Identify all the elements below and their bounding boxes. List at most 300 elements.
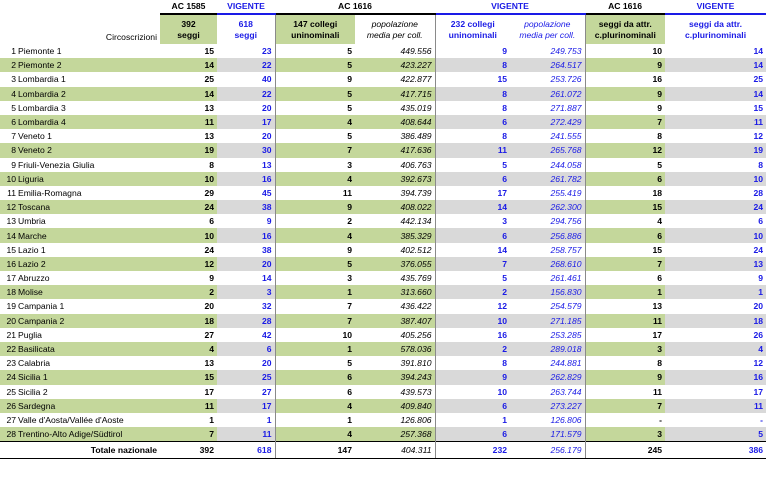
circoscrizione-cell	[0, 158, 160, 172]
circoscrizione-name: Toscana	[18, 202, 51, 213]
seggi-vigente-cell: 6	[217, 342, 275, 356]
circoscrizione-name: Calabria	[18, 358, 51, 369]
table-row	[0, 257, 766, 271]
seggi-plur-vigente-cell: 25	[753, 74, 764, 85]
pop-media-ac1616-cell: 417.715	[355, 87, 435, 101]
row-number: 5	[11, 102, 16, 113]
circoscrizione-cell	[0, 200, 160, 214]
pop-media-vigente-cell: 268.610	[510, 257, 585, 271]
seggi-plur-ac1616-cell: 10	[585, 44, 665, 58]
circoscrizione-cell	[0, 87, 160, 101]
pop-media-ac1616-cell: 386.489	[400, 131, 432, 142]
header-row-2	[0, 14, 766, 44]
seggi-ac1585-cell: 12	[160, 257, 217, 271]
collegi-ac1616-cell: 4	[275, 399, 355, 413]
collegi-ac1616-cell: 10	[275, 328, 355, 342]
pop-media-vigente-cell: 265.768	[510, 143, 585, 157]
row-number: 22	[6, 344, 16, 355]
seggi-plur-ac1616-cell: 9	[585, 370, 665, 384]
circoscrizione-name: Liguria	[18, 173, 44, 184]
pop-media-vigente-cell: 271.185	[510, 314, 585, 328]
row-number: 26	[6, 400, 16, 411]
pop-media-ac1616-cell: 394.739	[400, 187, 432, 198]
seggi-plur-vigente-cell: 11	[665, 115, 766, 129]
header-line: c.plurinominali	[684, 29, 747, 40]
collegi-vigente-cell: 16	[435, 328, 510, 342]
seggi-plur-ac1616-cell: 11	[585, 385, 665, 399]
seggi-plur-ac1616-cell: 3	[585, 342, 665, 356]
pop-media-vigente-cell: 253.285	[550, 329, 582, 340]
header-618-seggi-text	[220, 19, 272, 40]
pop-media-ac1616-cell: 402.512	[400, 244, 432, 255]
seggi-vigente-cell: 38	[261, 244, 272, 255]
header-ac1616-plurinominali: AC 1616	[585, 0, 665, 14]
circoscrizione-cell	[0, 399, 160, 413]
seggi-plur-vigente-cell: 14	[753, 46, 764, 57]
seggi-ac1585-cell: 27	[204, 329, 214, 340]
seggi-ac1585-cell: 14	[160, 87, 217, 101]
circoscrizione-cell	[0, 243, 160, 257]
pop-media-vigente-cell: 273.227	[510, 399, 585, 413]
header-line: uninominali	[291, 29, 340, 40]
row-number: 10	[6, 173, 16, 184]
pop-media-ac1616-cell: 408.644	[355, 115, 435, 129]
header-pop-media-ac	[355, 14, 435, 44]
total-seggi-vigente: 618	[217, 442, 275, 459]
collegi-ac1616-cell: 3	[275, 158, 355, 172]
table-row	[0, 285, 766, 299]
row-number: 17	[6, 273, 16, 284]
pop-media-vigente-cell: 294.756	[550, 216, 582, 227]
total-pop-vigente: 256.179	[510, 442, 585, 459]
seggi-plur-ac1616-cell: 18	[585, 186, 665, 200]
collegi-vigente-cell: 9	[435, 44, 510, 58]
table-row	[0, 342, 766, 356]
header-line: seggi	[177, 29, 200, 40]
header-line: popolazione	[371, 19, 418, 29]
total-row	[0, 442, 766, 459]
circoscrizione-name: Marche	[18, 230, 47, 241]
seggi-plur-ac1616-cell: 4	[585, 214, 665, 228]
row-number: 4	[11, 88, 16, 99]
circoscrizione-name: Lazio 1	[18, 244, 46, 255]
seggi-plur-vigente-cell: 26	[753, 329, 764, 340]
pop-media-vigente-cell: 263.744	[550, 386, 582, 397]
collegi-ac1616-cell: 1	[275, 342, 355, 356]
table-row	[0, 44, 766, 58]
collegi-ac1616-cell: 11	[275, 186, 355, 200]
pop-media-ac1616-cell: 392.673	[355, 172, 435, 186]
collegi-vigente-cell: 14	[435, 243, 510, 257]
header-seggi-plur-vigente	[665, 14, 766, 44]
circoscrizione-cell	[0, 101, 160, 115]
table-row	[0, 243, 766, 257]
seggi-plur-vigente-cell: 10	[665, 228, 766, 242]
pop-media-vigente-cell: 171.579	[510, 427, 585, 442]
seggi-plur-ac1616-cell: 1	[585, 285, 665, 299]
seggi-plur-vigente-cell: 11	[665, 399, 766, 413]
pop-media-vigente-cell: 241.555	[550, 131, 582, 142]
seggi-vigente-cell: 38	[217, 200, 275, 214]
seggi-vigente-cell: 11	[217, 427, 275, 442]
circoscrizione-cell	[0, 129, 160, 143]
seggi-vigente-cell: 28	[217, 314, 275, 328]
row-number: 18	[6, 287, 16, 298]
header-147-collegi-text	[279, 19, 353, 40]
seggi-ac1585-cell: 24	[160, 200, 217, 214]
pop-media-ac1616-cell: 436.422	[400, 301, 432, 312]
circoscrizione-name: Abruzzo	[18, 273, 50, 284]
header-seggi-plur-ac-text	[589, 19, 663, 40]
header-line: uninominali	[448, 29, 497, 40]
header-ac1616-collegi: AC 1616	[275, 0, 435, 14]
seggi-ac1585-cell: 8	[209, 159, 214, 170]
pop-media-vigente-cell: 244.058	[550, 159, 582, 170]
pop-media-ac1616-cell: 405.256	[400, 329, 432, 340]
row-number: 24	[6, 372, 16, 383]
circoscrizione-cell	[0, 285, 160, 299]
pop-media-ac1616-cell: 126.806	[400, 414, 432, 425]
seggi-plur-vigente-cell: 10	[665, 172, 766, 186]
pop-media-vigente-cell: 272.429	[510, 115, 585, 129]
seggi-plur-ac1616-cell: 16	[585, 72, 665, 86]
circoscrizione-cell	[0, 370, 160, 384]
collegi-vigente-cell: 5	[435, 158, 510, 172]
table-row	[0, 129, 766, 143]
header-line: popolazione	[524, 19, 571, 29]
pop-media-vigente-cell: 126.806	[550, 414, 582, 425]
header-line: seggi da attr.	[689, 19, 743, 29]
pop-media-vigente-cell: 262.300	[510, 200, 585, 214]
seggi-plur-vigente-cell: 14	[665, 87, 766, 101]
circoscrizione-cell	[0, 385, 160, 399]
seggi-plur-vigente-cell: 20	[753, 301, 764, 312]
collegi-vigente-cell: 7	[435, 257, 510, 271]
seggi-plur-vigente-cell: 9	[758, 273, 764, 284]
header-seggi-plur-vigente-text	[668, 19, 763, 40]
seggi-ac1585-cell: 6	[209, 216, 214, 227]
pop-media-ac1616-cell: 313.660	[355, 285, 435, 299]
collegi-ac1616-cell: 1	[275, 285, 355, 299]
header-ac1585: AC 1585	[160, 0, 217, 14]
seggi-plur-vigente-cell: 18	[665, 314, 766, 328]
pop-media-ac1616-cell: 385.329	[355, 228, 435, 242]
seggi-vigente-cell: 23	[261, 46, 272, 57]
seggi-plur-vigente-cell: 8	[758, 159, 764, 170]
seggi-plur-vigente-cell: 24	[753, 244, 764, 255]
seggi-vigente-cell: 13	[261, 159, 272, 170]
seggi-vigente-cell: 22	[217, 87, 275, 101]
seggi-vigente-cell: 16	[217, 228, 275, 242]
header-vigente-seggi: VIGENTE	[217, 0, 275, 14]
header-line: 618	[238, 19, 253, 29]
circoscrizione-cell	[0, 427, 160, 442]
seggi-ac1585-cell: 2	[160, 285, 217, 299]
row-number: 19	[6, 301, 16, 312]
table-row	[0, 228, 766, 242]
collegi-vigente-cell: 9	[435, 370, 510, 384]
table-row	[0, 172, 766, 186]
seggi-ac1585-cell: 13	[204, 358, 214, 369]
table-row	[0, 214, 766, 228]
collegi-ac1616-cell: 9	[275, 200, 355, 214]
header-392-seggi	[160, 14, 217, 44]
collegi-ac1616-cell: 9	[275, 243, 355, 257]
pop-media-ac1616-cell: 422.877	[400, 74, 432, 85]
header-pop-media-vigente	[510, 14, 585, 44]
seggi-ac1585-cell: 24	[204, 244, 214, 255]
pop-media-vigente-cell: 271.887	[550, 102, 582, 113]
seggi-ac1585-cell: 19	[160, 143, 217, 157]
pop-media-ac1616-cell: 406.763	[400, 159, 432, 170]
collegi-ac1616-cell: 5	[275, 101, 355, 115]
seggi-ac1585-cell: 11	[160, 115, 217, 129]
circoscrizione-name: Basilicata	[18, 344, 55, 355]
seggi-vigente-cell: 17	[217, 115, 275, 129]
seggi-plur-ac1616-cell: 12	[585, 143, 665, 157]
collegi-vigente-cell: 8	[435, 356, 510, 370]
table-row	[0, 385, 766, 399]
collegi-ac1616-cell: 5	[275, 257, 355, 271]
header-pop-media-vigente-text	[513, 19, 582, 40]
seggi-ac1585-cell: 4	[160, 342, 217, 356]
circoscrizione-name: Sicilia 1	[18, 372, 48, 383]
header-vigente-collegi: VIGENTE	[435, 0, 585, 14]
circoscrizione-name: Veneto 1	[18, 131, 52, 142]
table-row	[0, 271, 766, 285]
collegi-vigente-cell: 6	[435, 172, 510, 186]
seggi-plur-ac1616-cell: 17	[585, 328, 665, 342]
header-line: c.plurinominali	[594, 29, 656, 40]
table-row	[0, 87, 766, 101]
pop-media-vigente-cell: 244.881	[550, 358, 582, 369]
collegi-vigente-cell: 1	[435, 413, 510, 427]
table-row	[0, 72, 766, 86]
row-number: 2	[11, 60, 16, 71]
collegi-ac1616-cell: 7	[275, 143, 355, 157]
circoscrizione-name: Campania 2	[18, 315, 65, 326]
seggi-vigente-cell: 45	[261, 187, 272, 198]
table-row	[0, 158, 766, 172]
pop-media-vigente-cell: 289.018	[510, 342, 585, 356]
collegi-vigente-cell: 6	[435, 399, 510, 413]
seggi-plur-ac1616-cell: 6	[585, 228, 665, 242]
seggi-vigente-cell: 9	[266, 216, 272, 227]
collegi-ac1616-cell: 2	[275, 214, 355, 228]
circoscrizione-cell	[0, 328, 160, 342]
row-number: 7	[11, 131, 16, 142]
seggi-ac1585-cell: 9	[209, 273, 214, 284]
pop-media-vigente-cell: 261.782	[510, 172, 585, 186]
seggi-plur-ac1616-cell: 6	[585, 271, 665, 285]
circoscrizione-name: Lombardia 2	[18, 88, 66, 99]
seggi-vigente-cell: 20	[261, 131, 272, 142]
row-number: 9	[11, 159, 16, 170]
table-row	[0, 328, 766, 342]
circoscrizione-name: Lombardia 3	[18, 102, 66, 113]
collegi-vigente-cell: 10	[435, 385, 510, 399]
header-618-seggi	[217, 14, 275, 44]
seggi-vigente-cell: 14	[261, 273, 272, 284]
pop-media-vigente-cell: 258.757	[550, 244, 582, 255]
circoscrizione-cell	[0, 186, 160, 200]
seggi-ac1585-cell: 11	[160, 399, 217, 413]
row-number: 11	[7, 187, 16, 198]
collegi-vigente-cell: 10	[435, 314, 510, 328]
header-vigente-plurinominali: VIGENTE	[665, 0, 766, 14]
header-row-1	[0, 0, 766, 14]
seggi-plur-vigente-cell: 4	[665, 342, 766, 356]
seggi-plur-ac1616-cell: 9	[585, 101, 665, 115]
seggi-ac1585-cell: 17	[204, 386, 214, 397]
seggi-plur-vigente-cell: 15	[753, 102, 764, 113]
circoscrizione-name: Emilia-Romagna	[18, 187, 82, 198]
circoscrizione-name: Sicilia 2	[18, 386, 48, 397]
pop-media-ac1616-cell: 439.573	[400, 386, 432, 397]
pop-media-vigente-cell: 261.461	[550, 273, 582, 284]
seggi-vigente-cell: 27	[261, 386, 272, 397]
seggi-vigente-cell: 22	[217, 58, 275, 72]
header-circoscrizioni: Circoscrizioni	[105, 31, 157, 42]
seggi-ac1585-cell: 15	[160, 370, 217, 384]
collegi-vigente-cell: 11	[435, 143, 510, 157]
collegi-ac1616-cell: 5	[275, 44, 355, 58]
circoscrizione-cell	[0, 214, 160, 228]
seggi-vigente-cell: 40	[261, 74, 272, 85]
row-number: 1	[11, 46, 16, 57]
circoscrizione-name: Lombardia 1	[18, 74, 66, 85]
seggi-ac1585-cell: 1	[209, 414, 214, 425]
circoscrizione-name: Friuli-Venezia Giulia	[18, 159, 95, 170]
pop-media-ac1616-cell: 409.840	[355, 399, 435, 413]
seggi-ac1585-cell: 10	[160, 172, 217, 186]
collegi-ac1616-cell: 4	[275, 115, 355, 129]
collegi-ac1616-cell: 4	[275, 172, 355, 186]
collegi-vigente-cell: 15	[435, 72, 510, 86]
total-seggi-ac1585: 392	[160, 442, 217, 459]
seggi-plur-vigente-cell: 6	[758, 216, 764, 227]
circoscrizione-cell	[0, 58, 160, 72]
header-232-collegi-text	[439, 19, 508, 40]
seggi-plur-vigente-cell: -	[760, 414, 764, 425]
circoscrizione-cell	[0, 143, 160, 157]
row-number: 25	[6, 386, 16, 397]
circoscrizione-cell	[0, 172, 160, 186]
seggi-ac1585-cell: 29	[204, 187, 214, 198]
seggi-ac1585-cell: 18	[160, 314, 217, 328]
circoscrizione-name: Sardegna	[18, 400, 56, 411]
table-row	[0, 399, 766, 413]
circoscrizione-cell	[0, 228, 160, 242]
table-row	[0, 58, 766, 72]
circoscrizione-cell	[0, 72, 160, 86]
seggi-plur-ac1616-cell: 13	[585, 299, 665, 313]
pop-media-ac1616-cell: 408.022	[355, 200, 435, 214]
seggi-vigente-cell: 1	[266, 414, 272, 425]
seggi-vigente-cell: 30	[217, 143, 275, 157]
collegi-ac1616-cell: 5	[275, 87, 355, 101]
circoscrizione-name: Puglia	[18, 329, 42, 340]
seggi-ac1585-cell: 15	[204, 46, 214, 57]
header-line: media per coll.	[366, 29, 423, 40]
pop-media-vigente-cell: 156.830	[510, 285, 585, 299]
row-number: 13	[6, 216, 16, 227]
circoscrizione-name: Lombardia 4	[18, 117, 66, 128]
collegi-ac1616-cell: 7	[275, 299, 355, 313]
circoscrizione-name: Piemonte 1	[18, 46, 62, 57]
header-392-seggi-text	[163, 19, 214, 40]
circoscrizione-name: Trentino-Alto Adige/Südtirol	[18, 429, 123, 440]
seggi-plur-ac1616-cell: 3	[585, 427, 665, 442]
total-label: Totale nazionale	[0, 442, 160, 459]
seggi-plur-vigente-cell: 5	[665, 427, 766, 442]
pop-media-ac1616-cell: 376.055	[355, 257, 435, 271]
header-line: 147 collegi	[293, 19, 338, 29]
collegi-vigente-cell: 17	[435, 186, 510, 200]
pop-media-vigente-cell: 262.829	[510, 370, 585, 384]
collegi-ac1616-cell: 4	[275, 427, 355, 442]
circoscrizione-name: Molise	[18, 287, 43, 298]
pop-media-ac1616-cell: 417.636	[355, 143, 435, 157]
seggi-ac1585-cell: 13	[204, 102, 214, 113]
table-row	[0, 299, 766, 313]
seggi-ac1585-cell: 13	[204, 131, 214, 142]
collegi-vigente-cell: 2	[435, 342, 510, 356]
pop-media-ac1616-cell: 394.243	[355, 370, 435, 384]
row-number: 14	[6, 230, 16, 241]
row-number: 21	[6, 329, 16, 340]
collegi-vigente-cell: 8	[435, 129, 510, 143]
collegi-vigente-cell: 8	[435, 87, 510, 101]
seggi-plur-ac1616-cell: 15	[585, 200, 665, 214]
header-232-collegi	[435, 14, 510, 44]
collegi-ac1616-cell: 4	[275, 228, 355, 242]
collegi-vigente-cell: 8	[435, 101, 510, 115]
pop-media-ac1616-cell: 435.769	[400, 273, 432, 284]
seggi-vigente-cell: 20	[261, 102, 272, 113]
header-seggi-plur-ac	[585, 14, 665, 44]
collegi-vigente-cell: 6	[435, 427, 510, 442]
seggi-plur-vigente-cell: 1	[665, 285, 766, 299]
pop-media-ac1616-cell: 442.134	[400, 216, 432, 227]
header-line: 232 collegi	[450, 19, 495, 29]
collegi-ac1616-cell: 1	[275, 413, 355, 427]
seggi-vigente-cell: 32	[261, 301, 272, 312]
total-plur-vigente: 386	[665, 442, 766, 459]
pop-media-ac1616-cell: 578.036	[355, 342, 435, 356]
collegi-ac1616-cell: 6	[275, 370, 355, 384]
circoscrizione-name: Umbria	[18, 216, 46, 227]
seggi-vigente-cell: 3	[217, 285, 275, 299]
seggi-ac1585-cell: 14	[160, 58, 217, 72]
pop-media-vigente-cell: 254.579	[550, 301, 582, 312]
row-number: 27	[6, 414, 16, 425]
collegi-vigente-cell: 6	[435, 115, 510, 129]
pop-media-vigente-cell: 261.072	[510, 87, 585, 101]
total-collegi-ac1616: 147	[275, 442, 355, 459]
circoscrizione-cell	[0, 314, 160, 328]
circoscrizione-name: Valle d'Aosta/Vallée d'Aoste	[18, 414, 124, 425]
seggi-plur-ac1616-cell: 8	[585, 129, 665, 143]
seggi-vigente-cell: 25	[217, 370, 275, 384]
total-pop-ac1616: 404.311	[355, 442, 435, 459]
header-line: 392	[181, 19, 196, 29]
table-row	[0, 314, 766, 328]
header-line: seggi	[234, 29, 257, 40]
collegi-vigente-cell: 6	[435, 228, 510, 242]
table-row	[0, 143, 766, 157]
collegi-vigente-cell: 8	[435, 58, 510, 72]
